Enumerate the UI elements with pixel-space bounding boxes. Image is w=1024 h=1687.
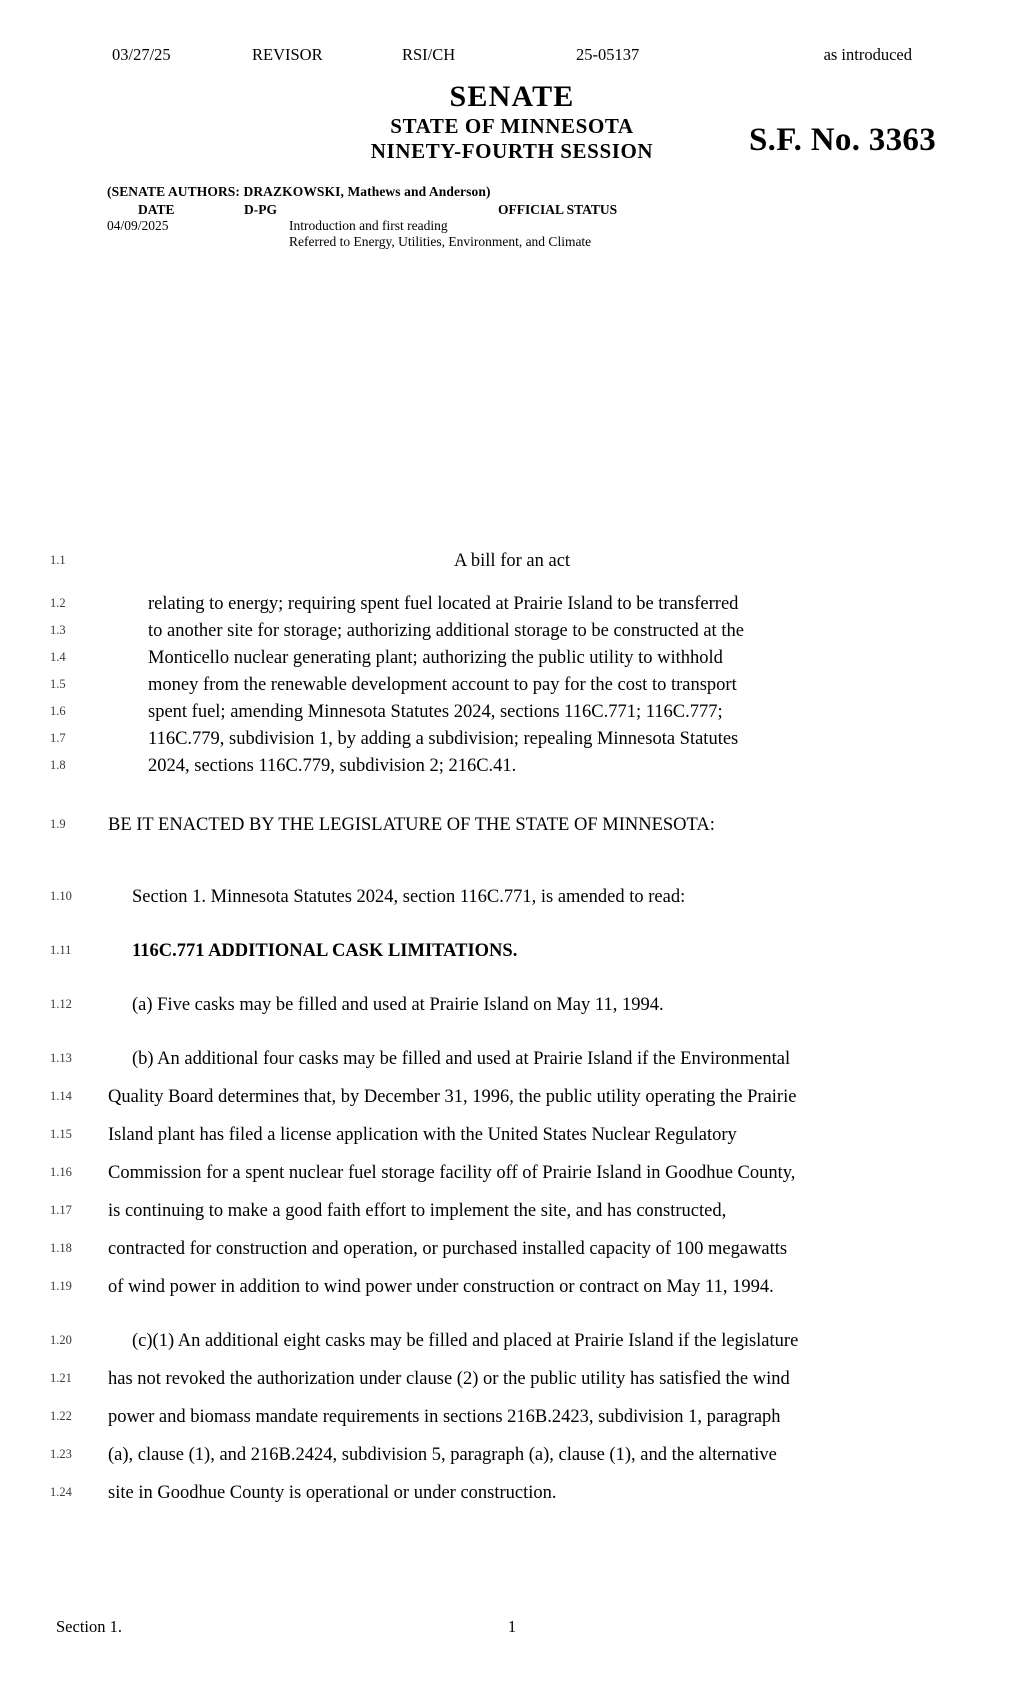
line-number: 1.6 <box>50 704 66 718</box>
line-row <box>0 1040 1024 1078</box>
body-line: has not revoked the authorization under clause (2) or the public utility has satisfied the wind <box>108 1369 790 1389</box>
spacer <box>0 575 1024 591</box>
line-number: 1.23 <box>50 1447 72 1461</box>
line-number: 1.16 <box>50 1165 72 1179</box>
line-number: 1.20 <box>50 1333 72 1347</box>
line-number: 1.10 <box>50 889 72 903</box>
status-row <box>107 234 927 250</box>
line-number: 1.22 <box>50 1409 72 1423</box>
title-line: money from the renewable development account to pay for the cost to transport <box>148 675 737 695</box>
line-number: 1.3 <box>50 623 66 637</box>
footer-section-label: Section 1. <box>56 1617 122 1636</box>
title-line: 2024, sections 116C.779, subdivision 2; 216C.41. <box>148 756 517 776</box>
running-head <box>112 44 912 66</box>
section-heading: 116C.771 ADDITIONAL CASK LIMITATIONS. <box>132 941 518 961</box>
bill-title-heading: A bill for an act <box>453 551 571 571</box>
section-intro: Section 1. Minnesota Statutes 2024, section 116C.771, is amended to read: <box>132 887 686 907</box>
line-row <box>0 726 1024 753</box>
title-line: Monticello nuclear generating plant; authorizing the public utility to withhold <box>148 648 723 668</box>
body-line: is continuing to make a good faith effort to implement the site, and has constructed, <box>108 1201 727 1221</box>
line-number: 1.5 <box>50 677 66 691</box>
spacer <box>0 916 1024 932</box>
status-row-date: 04/09/2025 <box>107 217 169 233</box>
state-title: STATE OF MINNESOTA <box>390 114 634 138</box>
line-number: 1.15 <box>50 1127 72 1141</box>
enacting-clause: BE IT ENACTED BY THE LEGISLATURE OF THE STATE OF MINNESOTA: <box>108 815 715 835</box>
running-head-status: as introduced <box>823 45 912 64</box>
running-head-date: 03/27/25 <box>112 45 171 64</box>
line-row <box>0 878 1024 916</box>
column-header-dpg: D-PG <box>244 201 277 217</box>
chamber-title: SENATE <box>449 80 575 113</box>
page-footer <box>0 1617 1024 1639</box>
line-row <box>0 672 1024 699</box>
line-row <box>0 986 1024 1024</box>
spacer <box>0 780 1024 806</box>
line-number: 1.18 <box>50 1241 72 1255</box>
bill-number: S.F. No. 3363 <box>749 122 936 158</box>
line-number: 1.9 <box>50 817 66 831</box>
line-number: 1.13 <box>50 1051 72 1065</box>
status-row <box>107 218 927 234</box>
line-row <box>0 1398 1024 1436</box>
line-row <box>0 1078 1024 1116</box>
line-number: 1.8 <box>50 758 66 772</box>
title-line: to another site for storage; authorizing additional storage to be constructed at the <box>148 621 744 641</box>
running-head-doc-number: 25-05137 <box>576 45 640 64</box>
body-line: Island plant has filed a license application with the United States Nuclear Regulatory <box>108 1125 737 1145</box>
footer-page-number: 1 <box>507 1617 517 1636</box>
line-row <box>0 1192 1024 1230</box>
spacer <box>0 844 1024 878</box>
bill-text-block <box>0 806 1024 1512</box>
running-head-revisor: REVISOR <box>252 45 323 64</box>
line-number: 1.19 <box>50 1279 72 1293</box>
line-number: 1.7 <box>50 731 66 745</box>
body-line: (a) Five casks may be filled and used at Prairie Island on May 11, 1994. <box>132 995 664 1015</box>
line-number: 1.4 <box>50 650 66 664</box>
body-line: contracted for construction and operation, or purchased installed capacity of 100 megawatts <box>108 1239 788 1259</box>
line-number: 1.12 <box>50 997 72 1011</box>
body-line: (c)(1) An additional eight casks may be filled and placed at Prairie Island if the legislature <box>132 1331 799 1351</box>
line-row <box>0 1230 1024 1268</box>
line-number: 1.14 <box>50 1089 72 1103</box>
session-title: NINETY-FOURTH SESSION <box>370 139 654 163</box>
status-row-text: Referred to Energy, Utilities, Environment, and Climate <box>289 233 592 249</box>
line-row <box>0 1474 1024 1512</box>
column-header-status: OFFICIAL STATUS <box>498 201 618 217</box>
line-row <box>0 591 1024 618</box>
body-line: (a), clause (1), and 216B.2424, subdivision 5, paragraph (a), clause (1), and the alternative <box>108 1445 777 1465</box>
line-row <box>0 1436 1024 1474</box>
status-table-header <box>107 202 927 218</box>
line-number: 1.17 <box>50 1203 72 1217</box>
line-row <box>0 1268 1024 1306</box>
bill-body <box>0 548 1024 1512</box>
body-line: Commission for a spent nuclear fuel storage facility off of Prairie Island in Goodhue County, <box>108 1163 796 1183</box>
title-line: 116C.779, subdivision 1, by adding a subdivision; repealing Minnesota Statutes <box>148 729 739 749</box>
title-line: relating to energy; requiring spent fuel located at Prairie Island to be transferred <box>148 594 739 614</box>
body-line: Quality Board determines that, by December 31, 1996, the public utility operating the Prairie <box>108 1087 797 1107</box>
status-row-text: Introduction and first reading <box>289 217 448 233</box>
line-row <box>0 548 1024 575</box>
line-number: 1.24 <box>50 1485 72 1499</box>
running-head-drafter: RSI/CH <box>402 45 456 64</box>
line-row <box>0 1154 1024 1192</box>
spacer <box>0 1024 1024 1040</box>
body-line: (b) An additional four casks may be filled and used at Prairie Island if the Environmental <box>132 1049 791 1069</box>
spacer <box>0 1306 1024 1322</box>
line-row <box>0 1360 1024 1398</box>
authors-status-block <box>107 184 927 250</box>
line-row <box>0 645 1024 672</box>
line-row <box>0 618 1024 645</box>
line-row <box>0 806 1024 844</box>
spacer <box>0 970 1024 986</box>
line-number: 1.2 <box>50 596 66 610</box>
senate-authors-line: (SENATE AUTHORS: DRAZKOWSKI, Mathews and Anderson) <box>107 184 491 199</box>
bill-title-block <box>0 548 1024 780</box>
line-row <box>0 753 1024 780</box>
line-number: 1.21 <box>50 1371 72 1385</box>
body-line: of wind power in addition to wind power under construction or contract on May 11, 1994. <box>108 1277 774 1297</box>
line-number: 1.1 <box>50 553 66 567</box>
body-line: power and biomass mandate requirements in sections 216B.2423, subdivision 1, paragraph <box>108 1407 781 1427</box>
line-number: 1.11 <box>50 943 72 957</box>
column-header-date: DATE <box>138 201 175 217</box>
line-row <box>0 1116 1024 1154</box>
line-row <box>0 932 1024 970</box>
line-row <box>0 1322 1024 1360</box>
body-line: site in Goodhue County is operational or under construction. <box>108 1483 557 1503</box>
title-line: spent fuel; amending Minnesota Statutes 2024, sections 116C.771; 116C.777; <box>148 702 723 722</box>
line-row <box>0 699 1024 726</box>
